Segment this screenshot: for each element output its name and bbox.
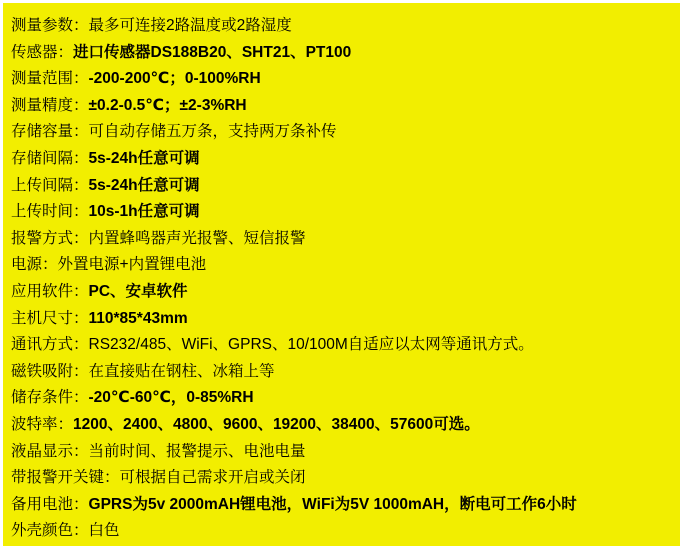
- spec-label: 备用电池：: [11, 495, 89, 513]
- spec-label: 通讯方式：: [11, 336, 89, 354]
- spec-row: [11, 385, 672, 412]
- spec-label: 报警方式：: [11, 229, 89, 247]
- spec-value: 进口传感器DS188B20、SHT21、PT100: [73, 43, 352, 61]
- spec-value: 5s-24h任意可调: [88, 176, 200, 194]
- spec-row: [11, 465, 672, 492]
- spec-row: [11, 412, 672, 439]
- spec-row: [11, 518, 672, 545]
- spec-row: [11, 40, 672, 67]
- spec-value: 可根据自己需求开启或关闭: [119, 469, 306, 487]
- spec-row: [11, 199, 672, 226]
- spec-row: [11, 13, 672, 40]
- spec-label: 外壳颜色：: [11, 522, 89, 540]
- spec-value: 当前时间、报警提示、电池电量: [88, 442, 306, 460]
- spec-value: 5s-24h任意可调: [88, 149, 200, 167]
- spec-row: [11, 66, 672, 93]
- spec-value: 10s-1h任意可调: [88, 203, 200, 221]
- spec-label: 波特率：: [11, 415, 74, 433]
- spec-label: 测量范围：: [11, 70, 89, 88]
- spec-row: [11, 226, 672, 253]
- spec-value: -200-200℃；0-100%RH: [88, 70, 261, 88]
- spec-value: ±0.2-0.5℃；±2-3%RH: [88, 96, 247, 114]
- spec-label: 电源：: [11, 256, 58, 274]
- spec-label: 测量精度：: [11, 96, 89, 114]
- spec-value: 1200、2400、4800、9600、19200、38400、57600可选。: [73, 415, 480, 433]
- spec-row: [11, 332, 672, 359]
- spec-row: [11, 173, 672, 200]
- spec-row: [11, 439, 672, 466]
- spec-label: 磁铁吸附：: [11, 362, 89, 380]
- spec-label: 带报警开关键：: [11, 469, 120, 487]
- spec-row: [11, 306, 672, 333]
- spec-value: 在直接贴在钢柱、冰箱上等: [88, 362, 275, 380]
- spec-label: 应用软件：: [11, 282, 89, 300]
- spec-label: 存储间隔：: [11, 149, 89, 167]
- spec-value: -20℃-60℃，0-85%RH: [88, 389, 254, 407]
- spec-label: 液晶显示：: [11, 442, 89, 460]
- spec-value: 最多可连接2路温度或2路湿度: [88, 17, 292, 34]
- spec-row: [11, 119, 672, 146]
- spec-value: 110*85*43mm: [88, 309, 188, 327]
- spec-label: 存储容量：: [11, 123, 89, 141]
- spec-row: [11, 279, 672, 306]
- spec-value: 外置电源+内置锂电池: [57, 256, 207, 274]
- spec-label: 上传间隔：: [11, 176, 89, 194]
- spec-label: 主机尺寸：: [11, 309, 89, 327]
- spec-row: [11, 93, 672, 120]
- spec-value: 内置蜂鸣器声光报警、短信报警: [88, 229, 306, 247]
- spec-row: [11, 359, 672, 386]
- spec-label: 上传时间：: [11, 203, 89, 221]
- spec-row: [11, 252, 672, 279]
- spec-row: [11, 492, 672, 519]
- spec-value: 可自动存储五万条，支持两万条补传: [88, 123, 337, 141]
- spec-value: 白色: [88, 522, 120, 540]
- spec-label: 测量参数：: [11, 17, 89, 34]
- spec-value: GPRS为5v 2000mAH锂电池，WiFi为5V 1000mAH，断电可工作6小时: [88, 495, 577, 513]
- spec-label: 储存条件：: [11, 389, 89, 407]
- spec-row: [11, 146, 672, 173]
- spec-label: 传感器：: [11, 43, 74, 61]
- spec-value: RS232/485、WiFi、GPRS、10/100M自适应以太网等通讯方式。: [88, 336, 534, 354]
- spec-value: PC、安卓软件: [88, 282, 188, 300]
- specification-sheet: [3, 3, 680, 546]
